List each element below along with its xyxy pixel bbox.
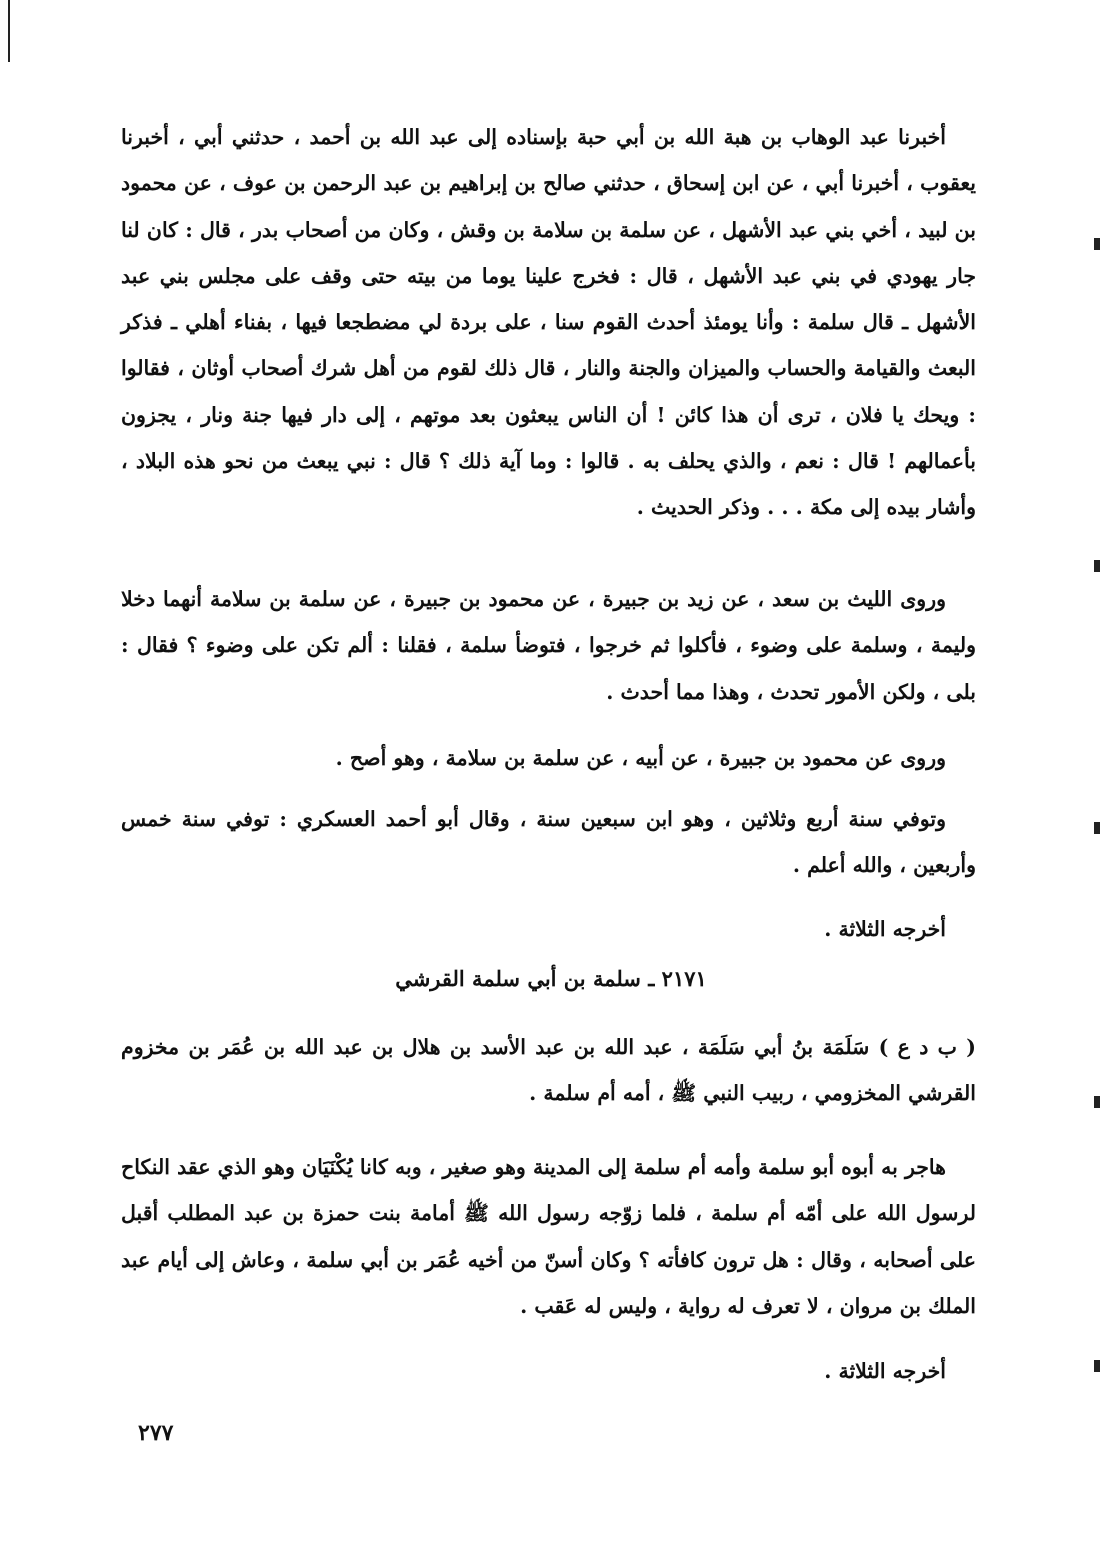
entry-body-top-5 [121,906,976,952]
paragraph-biography: هاجر به أبوه أبو سلمة وأمه أم سلمة إلى المدينة وهو صغير ، وبه كانا يُكْنَيَان وهو الذي عقد النكاح لرسول الله على أمّه أم سلمة ، فلما زوّجه رسول الله ﷺ أمامة بنت حمزة بن عبد المطلب أقبل على أصحابه ، وقال : هل ترون كافأته ؟ وكان أسنّ من أخيه عُمَر بن أبي سلمة ، وعاش إلى أيام عبد الملك بن مروان ، لا تعرف له رواية ، وليس له عَقب . [121,1155,976,1318]
paragraph-laith: وروى الليث بن سعد ، عن زيد بن جبيرة ، عن محمود بن جبيرة ، عن سلمة بن سلامة أنهما دخلا وليمة ، وسلمة على وضوء ، فأكلوا ثم خرجوا ، فتوضأ سلمة ، فقلنا : ألم تكن على وضوء ؟ فقال : بلى ، ولكن الأمور تحدث ، وهذا مما أحدث . [121,587,976,704]
entry-body-top-4 [121,796,976,889]
entry-body-top-3 [121,735,976,781]
margin-mark [1094,238,1100,250]
margin-mark [1094,1096,1100,1108]
scan-edge-line [8,0,10,62]
paragraph-death: وتوفي سنة أربع وثلاثين ، وهو ابن سبعين سنة ، وقال أبو أحمد العسكري : توفي سنة خمس وأربعين ، والله أعلم . [121,807,976,878]
entry-body-bottom [121,1024,976,1117]
paragraph-intro: ( ب د ع ) سَلَمَة بنُ أبي سَلَمَة ، عبد الله بن عبد الأسد بن هلال بن عبد الله بن عُمَر بن مخزوم القرشي المخزومي ، ربيب النبي ﷺ ، أمه أم سلمة . [121,1035,976,1106]
entry-body-top [121,114,976,531]
entry-body-top-2 [121,576,976,715]
page-number: ٢٧٧ [138,1420,174,1446]
margin-mark [1094,1360,1100,1372]
paragraph-source: أخرجه الثلاثة . [824,917,946,941]
paragraph-mahmud: وروى عن محمود بن جبيرة ، عن أبيه ، عن سلمة بن سلامة ، وهو أصح . [335,746,946,770]
entry-body-bottom-3 [121,1348,976,1394]
entry-heading: ٢١٧١ ـ سلمة بن أبي سلمة القرشي [395,966,707,991]
margin-mark [1094,560,1100,572]
paragraph-hadith: أخبرنا عبد الوهاب بن هبة الله بن أبي حبة بإسناده إلى عبد الله بن أحمد ، حدثني أبي ، أخبرنا يعقوب ، أخبرنا أبي ، عن ابن إسحاق ، حدثني صالح بن إبراهيم بن عبد الرحمن بن عوف ، عن محمود بن لبيد ، أخي بني عبد الأشهل ، عن سلمة بن سلامة بن وقش ، وكان من أصحاب بدر ، قال : كان لنا جار يهودي في بني عبد الأشهل ، قال : فخرج علينا يوما من بيته حتى وقف على مجلس بني عبد الأشهل ـ قال سلمة : وأنا يومئذ أحدث القوم سنا ، على بردة لي مضطجعا فيها ، بفناء أهلي ـ فذكر البعث والقيامة والحساب والميزان والجنة والنار ، قال ذلك لقوم من أهل شرك أصحاب أوثان ، فقالوا : ويحك يا فلان ، ترى أن هذا كائن ! أن الناس يبعثون بعد موتهم ، إلى دار فيها جنة ونار ، يجزون بأعمالهم ! قال : نعم ، والذي يحلف به . قالوا : وما آية ذلك ؟ قال : نبي يبعث من نحو هذه البلاد ، وأشار بيده إلى مكة . . . وذكر الحديث . [121,125,976,520]
paragraph-source-2: أخرجه الثلاثة . [824,1359,946,1383]
entry-body-bottom-2 [121,1144,976,1329]
margin-mark [1094,822,1100,834]
